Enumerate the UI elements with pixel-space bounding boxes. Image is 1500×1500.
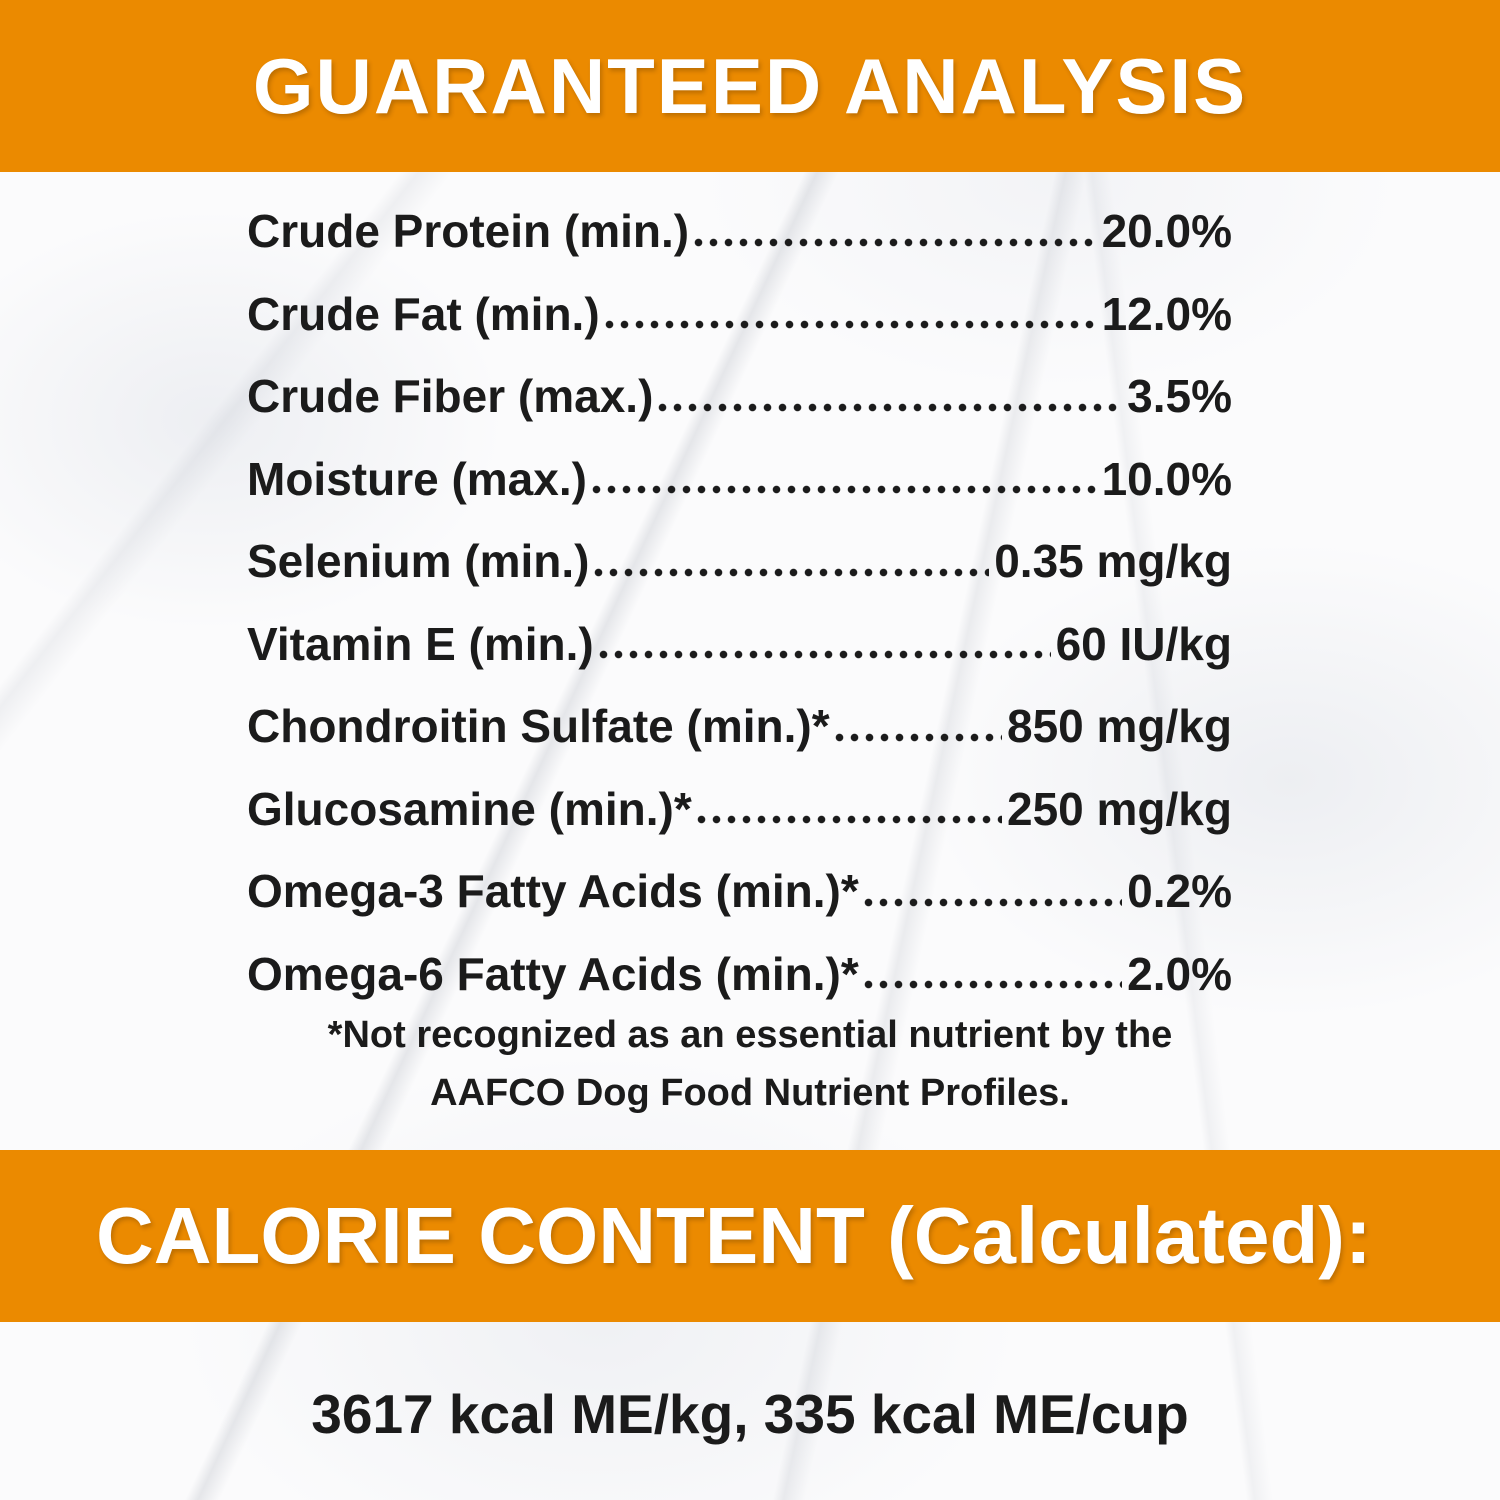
- dot-leader: [594, 568, 989, 577]
- analysis-row-vitamin-e: [247, 603, 1232, 686]
- calorie-content-banner: [0, 1150, 1500, 1322]
- row-label: Moisture (max.): [247, 452, 587, 505]
- row-value: 20.0%: [1101, 205, 1232, 258]
- guaranteed-analysis-title: GUARANTEED ANALYSIS: [252, 41, 1248, 130]
- analysis-row-chondroitin: [247, 685, 1232, 768]
- analysis-row-glucosamine: [247, 768, 1232, 851]
- row-value: 12.0%: [1101, 287, 1232, 340]
- guaranteed-analysis-banner: [0, 0, 1500, 172]
- row-label: Vitamin E (min.): [247, 617, 594, 670]
- analysis-row-crude-protein: [247, 190, 1232, 273]
- analysis-row-crude-fat: [247, 273, 1232, 356]
- row-value: 3.5%: [1127, 370, 1232, 423]
- analysis-row-selenium: [247, 520, 1232, 603]
- row-value: 10.0%: [1101, 452, 1232, 505]
- dot-leader: [658, 403, 1122, 412]
- aafco-footnote-line1: *Not recognized as an essential nutrient by the: [327, 1014, 1173, 1056]
- aafco-footnote-line2: AAFCO Dog Food Nutrient Profiles.: [430, 1072, 1070, 1114]
- row-label: Omega-3 Fatty Acids (min.)*: [247, 865, 859, 918]
- row-value: 0.2%: [1127, 865, 1232, 918]
- row-label: Selenium (min.): [247, 535, 590, 588]
- calorie-content-title: CALORIE CONTENT (Calculated):: [96, 1191, 1372, 1280]
- dot-leader: [864, 980, 1122, 989]
- row-label: Crude Protein (min.): [247, 205, 690, 258]
- row-value: 850 mg/kg: [1007, 700, 1232, 753]
- analysis-row-moisture: [247, 438, 1232, 521]
- calorie-value: 3617 kcal ME/kg, 335 kcal ME/cup: [311, 1383, 1189, 1445]
- dot-leader: [835, 733, 1002, 742]
- row-label: Crude Fat (min.): [247, 287, 600, 340]
- row-label: Crude Fiber (max.): [247, 370, 654, 423]
- dot-leader: [605, 320, 1097, 329]
- analysis-row-omega-3: [247, 850, 1232, 933]
- dot-leader: [592, 485, 1097, 494]
- row-label: Glucosamine (min.)*: [247, 782, 692, 835]
- dot-leader: [694, 238, 1096, 247]
- row-value: 0.35 mg/kg: [994, 535, 1232, 588]
- analysis-row-crude-fiber: [247, 355, 1232, 438]
- row-label: Omega-6 Fatty Acids (min.)*: [247, 947, 859, 1000]
- dot-leader: [697, 815, 1002, 824]
- dot-leader: [864, 898, 1122, 907]
- row-value: 2.0%: [1127, 947, 1232, 1000]
- row-label: Chondroitin Sulfate (min.)*: [247, 700, 830, 753]
- row-value: 250 mg/kg: [1007, 782, 1232, 835]
- analysis-list: [247, 190, 1232, 1015]
- dot-leader: [599, 650, 1051, 659]
- analysis-row-omega-6: [247, 933, 1232, 1016]
- aafco-footnote: [0, 1006, 1500, 1122]
- row-value: 60 IU/kg: [1055, 617, 1232, 670]
